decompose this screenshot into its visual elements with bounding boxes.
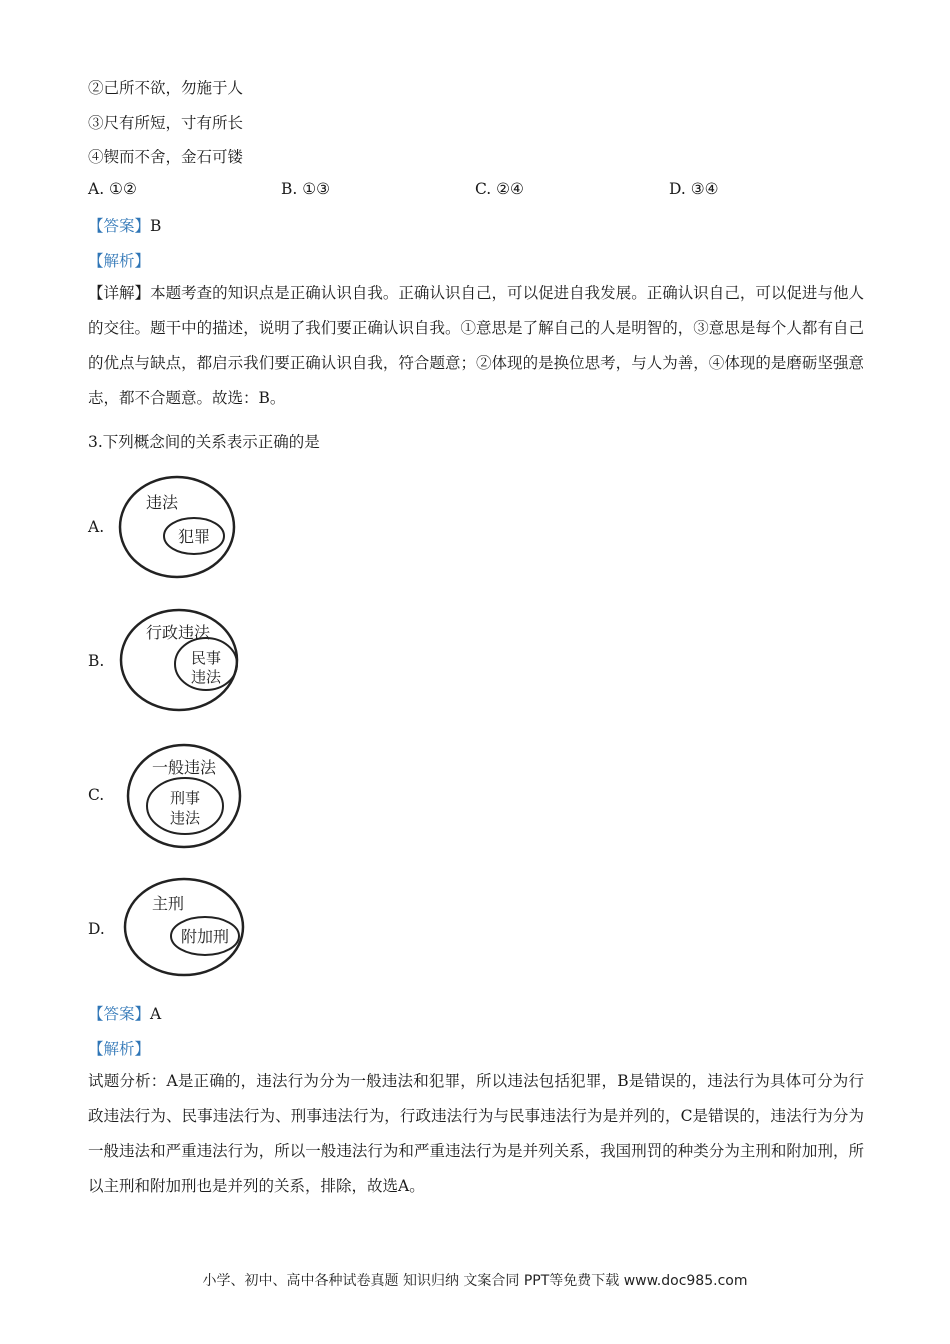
diagram-c-label: C. (88, 786, 105, 804)
diagram-a-figure (118, 474, 238, 580)
diagram-b-label: B. (88, 652, 105, 670)
answer-line-q3 (88, 1002, 161, 1024)
diagram-a (88, 474, 868, 584)
inner-label: 犯罪 (177, 527, 211, 546)
inner-label-1: 民事 (190, 649, 222, 667)
option-item-4: ④锲而不舍，金石可镂 (88, 148, 244, 166)
option-item-3: ③尺有所短，寸有所长 (88, 114, 244, 132)
diagram-c (88, 742, 868, 852)
outer-label: 主刑 (152, 894, 185, 913)
answer-tag: 【答案】 (88, 217, 151, 235)
answer-value: B (150, 217, 162, 235)
option-item-2: ②己所不欲，勿施于人 (88, 79, 244, 97)
inner-label-2: 违法 (169, 809, 201, 827)
analysis-tag-q2: 【解析】 (88, 252, 151, 270)
page-footer: 小学、初中、高中各种试卷真题 知识归纳 文案合同 PPT等免费下载 www.doc985.com (202, 1273, 748, 1289)
detail-tag: 【详解】 (88, 284, 151, 302)
analysis-tag-q3: 【解析】 (88, 1040, 151, 1058)
question-3: 3.下列概念间的关系表示正确的是 (88, 433, 320, 451)
choice-a: A. ①② (88, 180, 137, 198)
diagram-d (88, 876, 868, 986)
answer-value: A (150, 1005, 162, 1023)
diagram-d-figure (122, 876, 248, 980)
detail-paragraph (88, 276, 864, 416)
answer-tag: 【答案】 (88, 1005, 151, 1023)
outer-label: 一般违法 (151, 758, 217, 777)
choice-c: C. ②④ (475, 180, 524, 198)
choice-b: B. ①③ (281, 180, 331, 198)
detail-text: 本题考查的知识点是正确认识自我。正确认识自己，可以促进自我发展。正确认识自己，可以促进与他人的交往。题干中的描述，说明了我们要正确认识自我。①意思是了解自己的人是明智的，③意思是每个人都有自己的优点与缺点，都启示我们要正确认识自我，符合题意；②体现的是换位思考，与人为善，④体现的是磨砺坚强意志，都不合题意。故选：B。 (88, 284, 864, 407)
inner-label-2: 违法 (190, 668, 222, 686)
diagram-b (88, 608, 868, 718)
inner-label: 附加刑 (180, 927, 230, 946)
analysis-paragraph: 试题分析：A是正确的，违法行为分为一般违法和犯罪，所以违法包括犯罪，B是错误的，违法行为具体可分为行政违法行为、民事违法行为、刑事违法行为，行政违法行为与民事违法行为是并列的，C是错误的，违法行为分为一般违法和严重违法行为，所以一般违法行为和严重违法行为是并列关系，我国刑罚的种类分为主刑和附加刑，所以主刑和附加刑也是并列的关系，排除，故选A。 (88, 1072, 864, 1195)
choice-d: D. ③④ (669, 180, 719, 198)
outer-label: 违法 (146, 493, 179, 512)
diagram-c-figure (124, 742, 246, 850)
diagram-b-figure (118, 608, 244, 714)
choice-row (88, 180, 864, 202)
diagram-a-label: A. (88, 518, 105, 536)
inner-label-1: 刑事 (169, 789, 201, 807)
diagram-d-label: D. (88, 920, 105, 938)
answer-line-q2 (88, 214, 161, 236)
outer-label: 行政违法 (145, 623, 211, 642)
